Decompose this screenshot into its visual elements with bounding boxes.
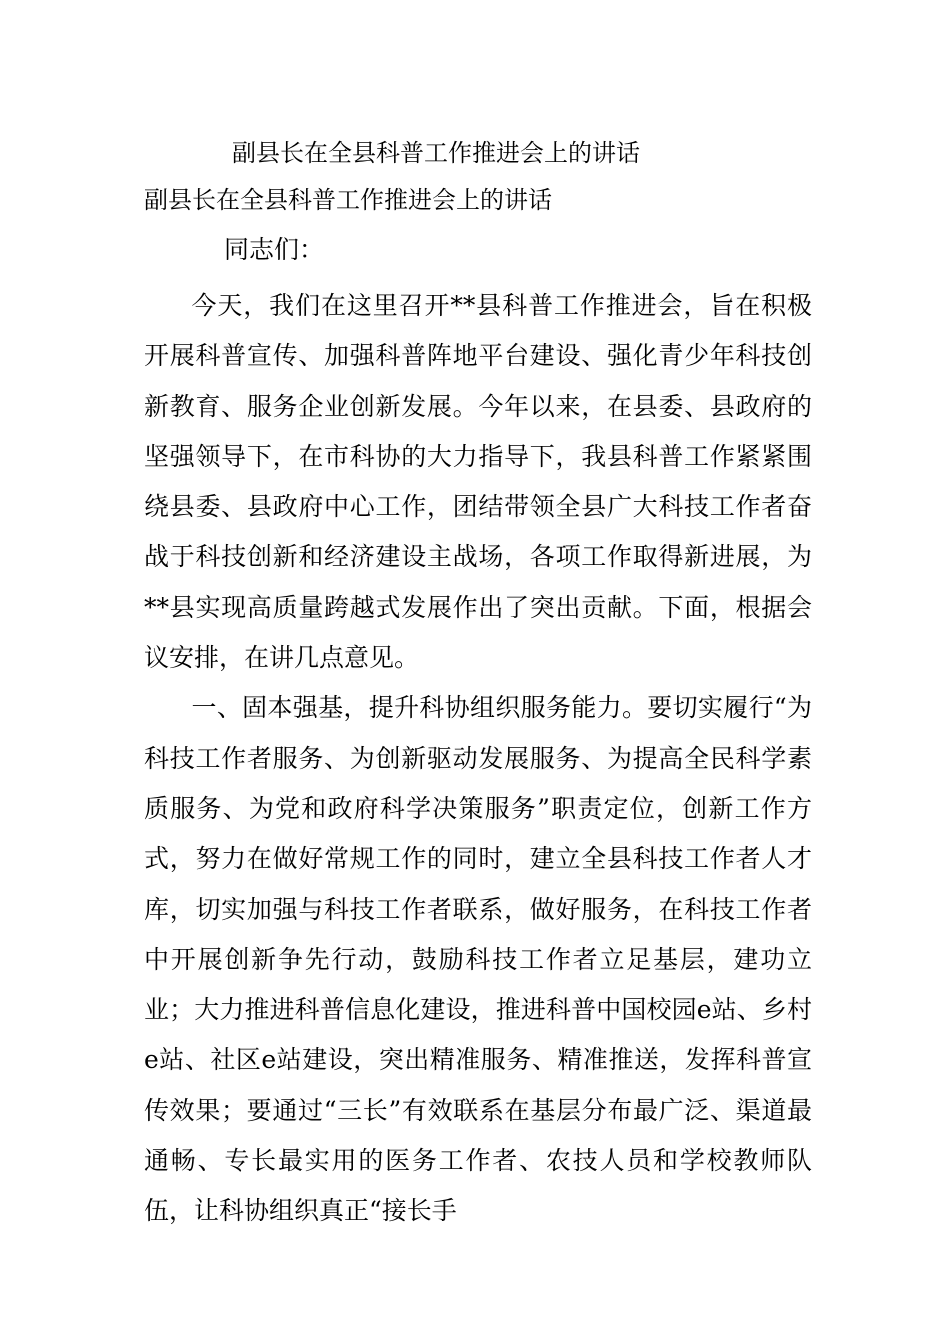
- paragraph-intro: 今天，我们在这里召开**县科普工作推进会，旨在积极开展科普宣传、加强科普阵地平台建设、强化青少年科技创新教育、服务企业创新发展。今年以来，在县委、县政府的坚强领导下，在市科协的大力指导下，我县科普工作紧紧围绕县委、县政府中心工作，团结带领全县广大科技工作者奋战于科技创新和经济建设主战场，各项工作取得新进展，为**县实现高质量跨越式发展作出了突出贡献。下面，根据会议安排，在讲几点意见。: [144, 291, 812, 673]
- salutation: 同志们：: [224, 235, 325, 264]
- paragraph-section-one: 一、固本强基，提升科协组织服务能力。要切实履行“为科技工作者服务、为创新驱动发展服务、为提高全民科学素质服务、为党和政府科学决策服务”职责定位，创新工作方式，努力在做好常规工作的同时，建立全县科技工作者人才库，切实加强与科技工作者联系，做好服务，在科技工作者中开展创新争先行动，鼓励科技工作者立足基层，建功立业；大力推进科普信息化建设，推进科普中国校园e站、乡村e站、社区e站建设，突出精准服务、精准推送，发挥科普宣传效果；要通过“三长”有效联系在基层分布最广泛、渠道最通畅、专长最实用的医务工作者、农技人员和学校教师队伍，让科协组织真正“接长手: [144, 693, 812, 1226]
- document-body: [144, 281, 812, 1237]
- document-subtitle: 副县长在全县科普工作推进会上的讲话: [144, 186, 552, 214]
- document-title: 副县长在全县科普工作推进会上的讲话: [232, 139, 640, 167]
